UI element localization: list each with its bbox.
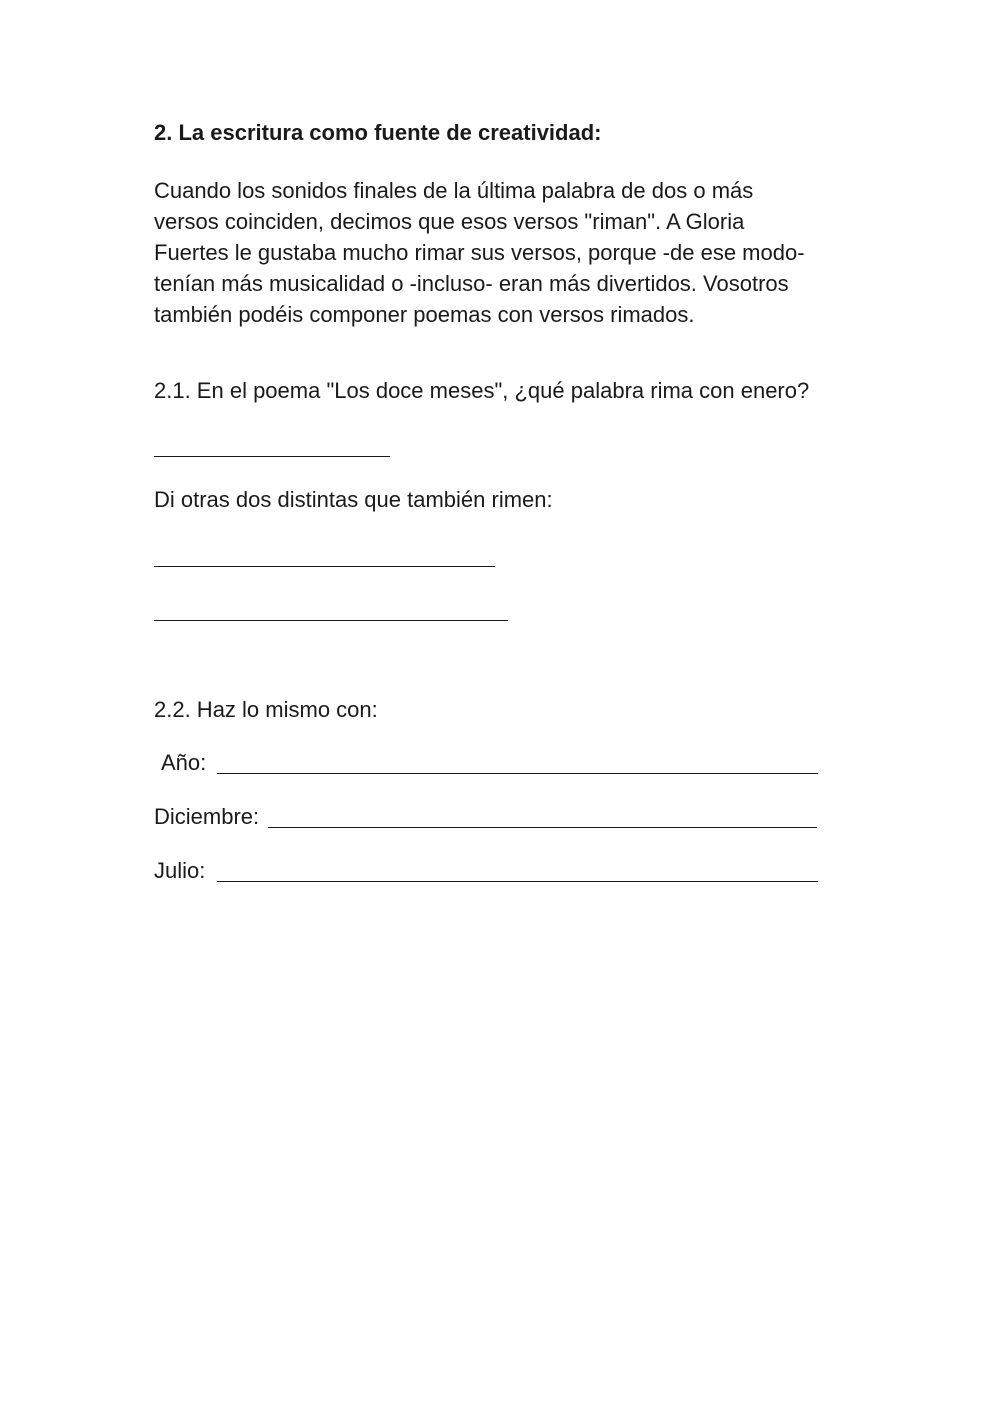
field-label-diciembre: Diciembre: [154,804,260,829]
answer-blank-rhyme-1[interactable] [154,566,495,567]
answer-blank-rhyme-2[interactable] [154,620,508,621]
answer-line-julio[interactable] [217,881,818,882]
answer-line-ano[interactable] [217,773,818,774]
question-2-1-followup: Di otras dos distintas que también rimen: [154,487,553,512]
intro-line: versos coinciden, decimos que esos versos "riman". A Gloria [154,209,745,234]
intro-line: también podéis componer poemas con versos rimados. [154,302,695,327]
answer-line-diciembre[interactable] [268,827,817,828]
intro-line: tenían más musicalidad o -incluso- eran más divertidos. Vosotros [154,271,789,296]
field-label-ano: Año: [161,750,207,775]
section-heading: 2. La escritura como fuente de creatividad: [154,120,602,145]
intro-line: Cuando los sonidos finales de la última palabra de dos o más [154,178,754,203]
question-2-1: 2.1. En el poema "Los doce meses", ¿qué palabra rima con enero? [154,378,810,403]
intro-line: Fuertes le gustaba mucho rimar sus versos, porque -de ese modo- [154,240,805,265]
answer-blank-rhyme-enero[interactable] [154,456,390,457]
intro-paragraph [154,175,854,330]
field-label-julio: Julio: [154,858,206,883]
question-2-2: 2.2. Haz lo mismo con: [154,697,378,722]
